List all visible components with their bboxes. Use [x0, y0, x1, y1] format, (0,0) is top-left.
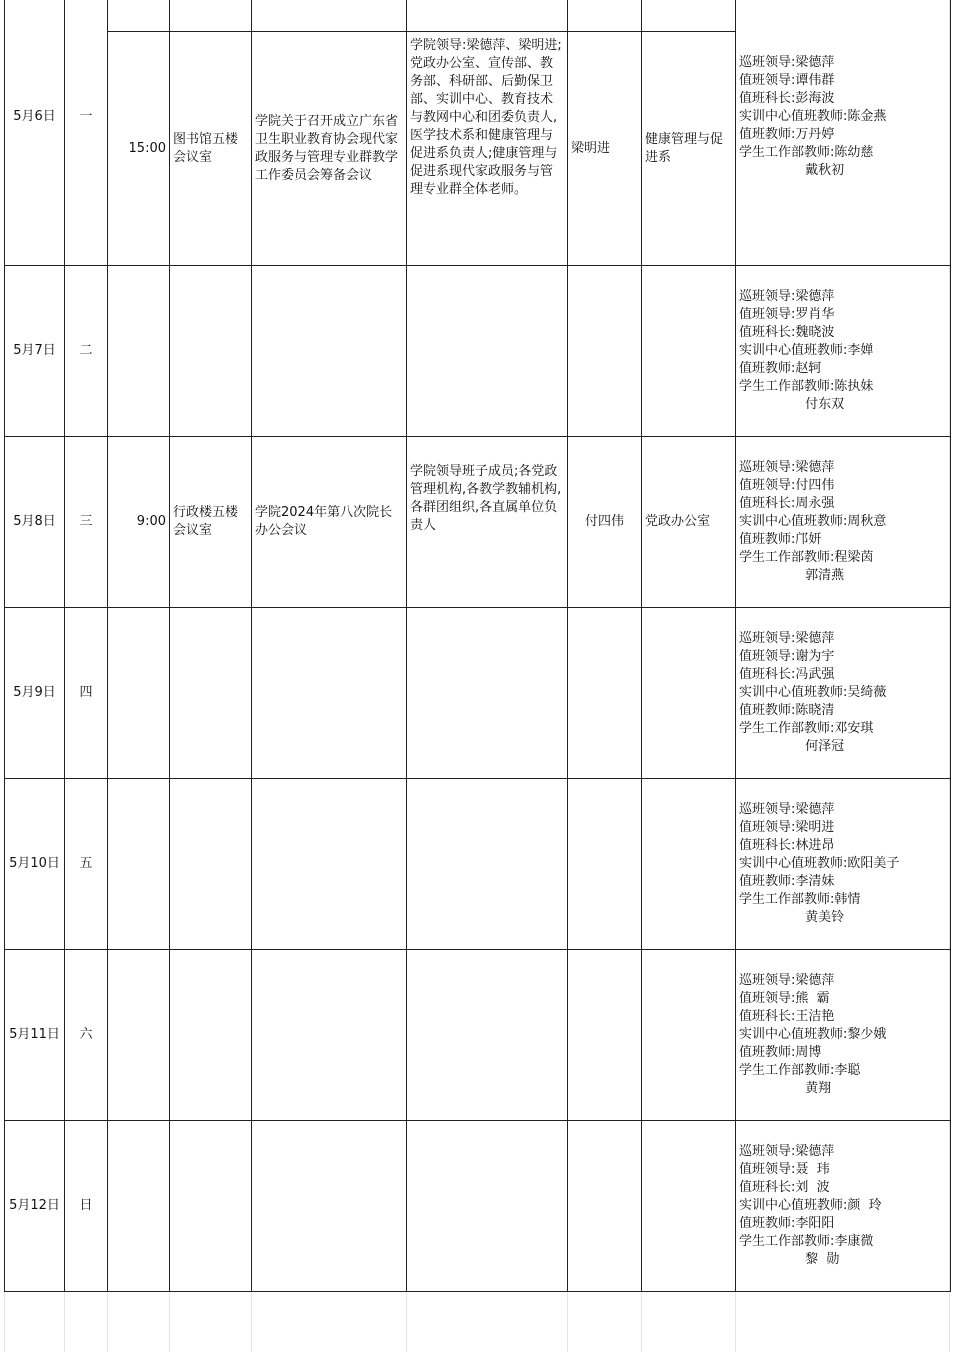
organizer-cell[interactable]: [642, 1121, 736, 1292]
weekday-text: 三: [79, 514, 93, 529]
venue-cell[interactable]: [170, 779, 252, 950]
host-text: 梁明进: [571, 140, 611, 156]
date-cell[interactable]: [5, 779, 65, 950]
venue-cell[interactable]: [170, 950, 252, 1121]
table-row: [5, 1121, 951, 1292]
table-row: [5, 950, 951, 1121]
attendees-cell[interactable]: [407, 0, 568, 32]
duty-cell[interactable]: [736, 950, 951, 1121]
date-text: 5月10日: [9, 856, 60, 871]
time-cell[interactable]: [108, 779, 170, 950]
duty-cell[interactable]: [736, 608, 951, 779]
venue-text: 行政楼五楼会议室: [173, 505, 239, 538]
organizer-cell[interactable]: [642, 779, 736, 950]
organizer-text: 党政办公室: [645, 514, 711, 529]
organizer-text: 健康管理与促进系: [645, 131, 724, 165]
content-cell[interactable]: [252, 437, 407, 608]
weekday-text: 四: [79, 685, 93, 700]
attendees-cell[interactable]: [407, 266, 568, 437]
content-cell[interactable]: [252, 950, 407, 1121]
weekday-cell[interactable]: [65, 779, 108, 950]
duty-text: 巡班领导:梁德萍 值班领导:聂 玮 值班科长:刘 波 实训中心值班教师:颜 玲 值班教师:李阳阳 学生工作部教师:李康微 黎 勋: [739, 1144, 882, 1267]
time-text: 9:00: [136, 514, 166, 529]
organizer-cell[interactable]: [642, 950, 736, 1121]
content-text: 学院关于召开成立广东省卫生职业教育协会现代家政服务与管理专业群教学工作委员会筹备会议: [255, 113, 399, 183]
date-cell[interactable]: [5, 950, 65, 1121]
organizer-cell[interactable]: [642, 437, 736, 608]
date-cell[interactable]: [5, 437, 65, 608]
host-cell[interactable]: [568, 266, 642, 437]
venue-text: 图书馆五楼会议室: [173, 131, 239, 165]
weekday-cell[interactable]: [65, 608, 108, 779]
organizer-cell[interactable]: [642, 608, 736, 779]
duty-cell[interactable]: [736, 266, 951, 437]
date-cell[interactable]: [5, 266, 65, 437]
content-cell[interactable]: [252, 1121, 407, 1292]
weekday-text: 五: [79, 856, 93, 871]
duty-cell[interactable]: [736, 779, 951, 950]
duty-text: 巡班领导:梁德萍 值班领导:谢为宇 值班科长:冯武强 实训中心值班教师:吴绮薇 值班教师:陈晓清 学生工作部教师:邓安琪 何泽冠: [739, 631, 887, 754]
attendees-cell[interactable]: [407, 779, 568, 950]
host-cell[interactable]: [568, 608, 642, 779]
venue-cell[interactable]: [170, 266, 252, 437]
attendees-text: 学院领导:梁德萍、梁明进;党政办公室、宣传部、教务部、科研部、后勤保卫部、实训中心、教育技术与教网中心和团委负责人,医学技术系和健康管理与促进系负责人;健康管理与促进系现代家政服务与管理专业群全体老师。: [410, 38, 562, 198]
weekday-text: 一: [79, 109, 93, 124]
content-cell[interactable]: [252, 0, 407, 32]
host-cell[interactable]: [568, 437, 642, 608]
date-cell[interactable]: [5, 608, 65, 779]
table-row: [5, 266, 951, 437]
attendees-cell[interactable]: [407, 608, 568, 779]
date-cell[interactable]: [5, 1121, 65, 1292]
date-text: 5月7日: [13, 343, 56, 358]
date-text: 5月12日: [9, 1198, 60, 1213]
time-cell[interactable]: [108, 32, 170, 266]
date-text: 5月6日: [13, 109, 56, 124]
table-row: [5, 0, 951, 32]
host-cell[interactable]: [568, 779, 642, 950]
weekday-text: 六: [79, 1027, 93, 1042]
duty-text: 巡班领导:梁德萍 值班领导:熊 霸 值班科长:王洁艳 实训中心值班教师:黎少娥 值班教师:周博 学生工作部教师:李聪 黄翔: [739, 973, 887, 1096]
date-cell[interactable]: [5, 0, 65, 266]
time-cell[interactable]: [108, 608, 170, 779]
time-cell[interactable]: [108, 950, 170, 1121]
time-cell[interactable]: [108, 0, 170, 32]
weekday-cell[interactable]: [65, 266, 108, 437]
attendees-cell[interactable]: [407, 437, 568, 608]
venue-cell[interactable]: [170, 437, 252, 608]
time-cell[interactable]: [108, 437, 170, 608]
host-cell[interactable]: [568, 0, 642, 32]
duty-text: 巡班领导:梁德萍 值班领导:梁明进 值班科长:林进昂 实训中心值班教师:欧阳美子 值班教师:李清妹 学生工作部教师:韩情 黄美铃: [739, 802, 900, 925]
content-cell[interactable]: [252, 779, 407, 950]
date-text: 5月9日: [13, 685, 56, 700]
duty-cell[interactable]: [736, 437, 951, 608]
schedule-table: [4, 0, 951, 1292]
host-cell[interactable]: [568, 950, 642, 1121]
organizer-cell[interactable]: [642, 266, 736, 437]
attendees-cell[interactable]: [407, 32, 568, 266]
duty-cell[interactable]: [736, 1121, 951, 1292]
time-text: 15:00: [128, 140, 166, 156]
duty-text: 巡班领导:梁德萍 值班领导:罗肖华 值班科长:魏晓波 实训中心值班教师:李婵 值班教师:赵轲 学生工作部教师:陈执妹 付东双: [739, 289, 874, 412]
weekday-text: 日: [79, 1198, 93, 1213]
weekday-cell[interactable]: [65, 950, 108, 1121]
venue-cell[interactable]: [170, 0, 252, 32]
weekday-cell[interactable]: [65, 0, 108, 266]
duty-cell[interactable]: [736, 0, 951, 266]
content-cell[interactable]: [252, 32, 407, 266]
venue-cell[interactable]: [170, 1121, 252, 1292]
time-cell[interactable]: [108, 1121, 170, 1292]
weekday-cell[interactable]: [65, 1121, 108, 1292]
time-cell[interactable]: [108, 266, 170, 437]
attendees-cell[interactable]: [407, 950, 568, 1121]
attendees-text: 学院领导班子成员;各党政管理机构,各教学教辅机构,各群团组织,各直属单位负责人: [410, 464, 562, 533]
content-text: 学院2024年第八次院长办公会议: [255, 505, 393, 538]
content-cell[interactable]: [252, 608, 407, 779]
attendees-cell[interactable]: [407, 1121, 568, 1292]
weekday-text: 二: [79, 343, 93, 358]
host-text: 付四伟: [584, 514, 624, 529]
table-row: [5, 437, 951, 608]
duty-text: 巡班领导:梁德萍 值班领导:谭伟群 值班科长:彭海波 实训中心值班教师:陈金燕 值班教师:万丹婷 学生工作部教师:陈幼慈 戴秋初: [739, 55, 887, 178]
date-text: 5月11日: [9, 1027, 60, 1042]
host-cell[interactable]: [568, 1121, 642, 1292]
organizer-cell[interactable]: [642, 0, 736, 32]
venue-cell[interactable]: [170, 608, 252, 779]
date-text: 5月8日: [13, 514, 56, 529]
venue-cell[interactable]: [170, 32, 252, 266]
table-row: [5, 608, 951, 779]
weekday-cell[interactable]: [65, 437, 108, 608]
table-row: [5, 779, 951, 950]
content-cell[interactable]: [252, 266, 407, 437]
organizer-cell[interactable]: [642, 32, 736, 266]
host-cell[interactable]: [568, 32, 642, 266]
duty-text: 巡班领导:梁德萍 值班领导:付四伟 值班科长:周永强 实训中心值班教师:周秋意 值班教师:邝妍 学生工作部教师:程梁茵 郭清燕: [739, 460, 887, 583]
